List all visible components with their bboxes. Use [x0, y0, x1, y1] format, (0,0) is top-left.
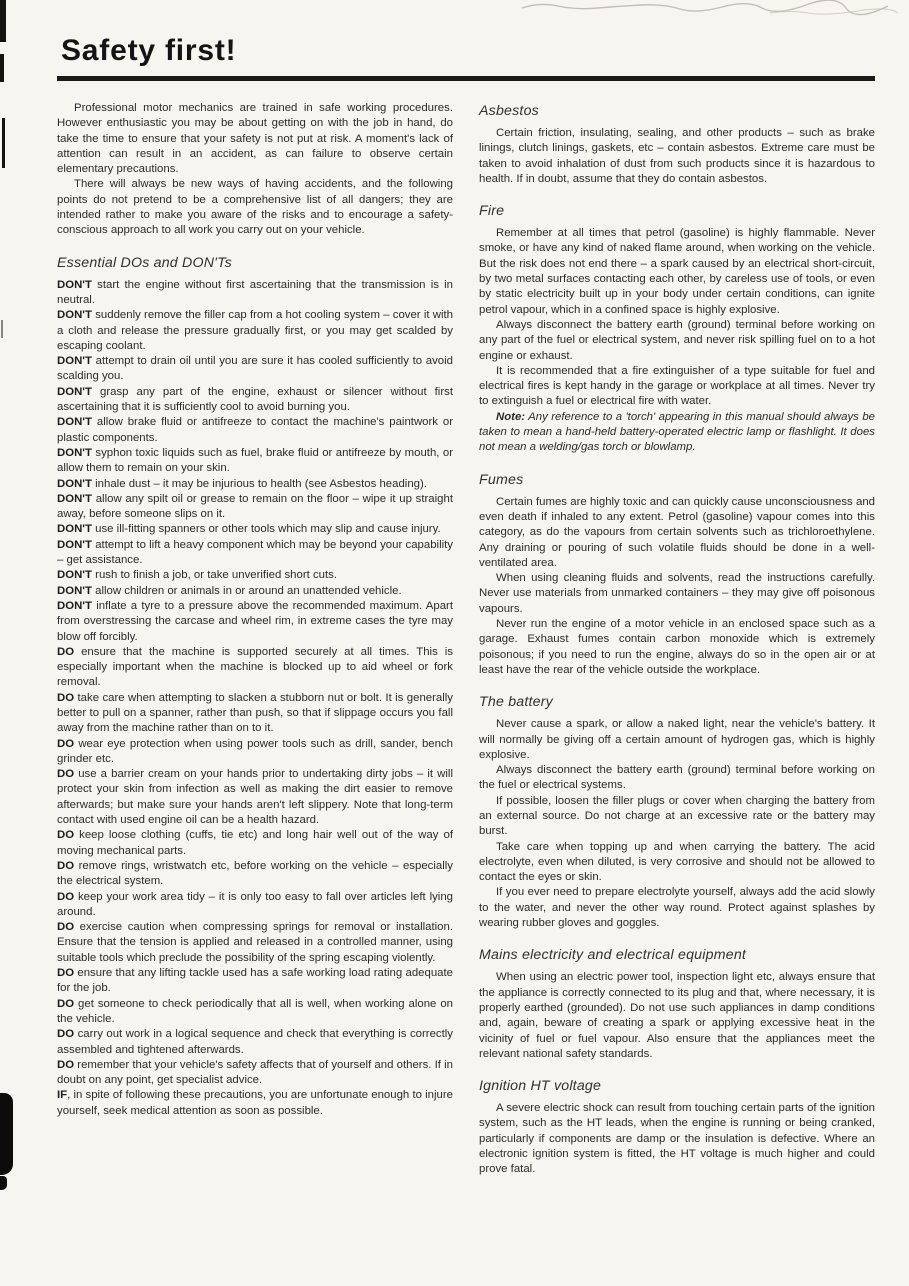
item-lead: DO — [57, 1058, 75, 1071]
section-heading-battery: The battery — [479, 694, 553, 711]
do-item — [57, 691, 453, 737]
scan-ink-blob — [0, 1093, 13, 1175]
pencil-scribble — [520, 0, 900, 18]
item-text: syphon toxic liquids such as fuel, brake fluid or antifreeze by mouth, or allow them to remain on your skin. — [57, 446, 453, 475]
item-lead: DO — [57, 645, 75, 658]
scan-ink-blob — [0, 1176, 7, 1190]
body-paragraph: It is recommended that a fire extinguisher of a type suitable for fuel and electrical fires is kept handy in the garage or workplace at all times. Never try to extinguish a fuel or electrical fire with water. — [479, 364, 875, 408]
page-content — [57, 30, 875, 1178]
section-mains-electricity — [479, 947, 875, 1062]
item-text: inflate a tyre to a pressure above the recommended maximum. Apart from overstressing the carcase and wheel rim, in extreme cases the tyre may blow off forcibly. — [57, 599, 453, 643]
item-text: start the engine without first ascertaining that the transmission is in neutral. — [57, 278, 453, 306]
note-text: Any reference to a 'torch' appearing in this manual should always be taken to mean a hand-held battery-operated electric lamp or flashlight. It does not mean a welding/gas torch or blowlamp. — [479, 410, 875, 454]
item-lead: IF — [57, 1089, 68, 1102]
section-fire — [479, 203, 875, 455]
do-item — [57, 859, 453, 890]
item-lead: DON'T — [57, 569, 92, 582]
body-paragraph: A severe electric shock can result from touching certain parts of the ignition system, such as the HT leads, when the engine is running or being cranked, particularly if components are damp or the insulation is defective. Where an electronic ignition system is fitted, the HT voltage is much higher and could prove fatal. — [479, 1102, 875, 1176]
item-text: wear eye protection when using power tools such as drill, sander, bench grinder etc. — [57, 737, 453, 765]
dont-item — [57, 522, 453, 537]
item-lead: DO — [57, 859, 75, 872]
item-lead: DON'T — [57, 309, 92, 322]
section-fumes — [479, 472, 875, 679]
dont-item — [57, 385, 453, 416]
dont-item — [57, 584, 453, 599]
dont-item — [57, 599, 453, 645]
note-label: Note: — [496, 410, 526, 423]
do-item — [57, 920, 453, 966]
body-paragraph: Remember at all times that petrol (gasoline) is highly flammable. Never smoke, or have any kind of naked flame around, when working on the vehicle. But the risk does not end there – a spark caused by an electrical short-circuit, by two metal surfaces contacting each other, by careless use of tools, or even by static electricity built up in your body under certain conditions, can ignite petrol vapour, which in a confined space is highly explosive. — [479, 227, 875, 316]
body-paragraph: Certain fumes are highly toxic and can quickly cause unconsciousness and even death if inhaled to any extent. Petrol (gasoline) vapour comes into this category, as do the vapours from certain solvents such as trichloroethylene. Any draining or pouring of such volatile fluids should be done in a well-ventilated area. — [479, 495, 875, 569]
body-paragraph: Always disconnect the battery earth (ground) terminal before working on the fuel or electrical systems. — [479, 764, 875, 792]
item-text: attempt to lift a heavy component which may be beyond your capability – get assistance. — [57, 538, 453, 567]
dont-item — [57, 354, 453, 385]
dont-item — [57, 308, 453, 354]
dont-item — [57, 278, 453, 309]
section-heading-essential-dos-donts: Essential DOs and DON'Ts — [57, 254, 232, 271]
item-text: use ill-fitting spanners or other tools which may slip and cause injury. — [91, 523, 441, 536]
item-text: allow children or animals in or around an unattended vehicle. — [91, 584, 402, 597]
do-item — [57, 997, 453, 1028]
item-text: keep loose clothing (cuffs, tie etc) and long hair well out of the way of moving mechanical parts. — [57, 829, 453, 857]
section-heading-ignition-ht-voltage: Ignition HT voltage — [479, 1078, 602, 1095]
intro-paragraph: Professional motor mechanics are trained in safe working procedures. However enthusiastic you may be about getting on with the job in hand, do take the time to ensure that your safety is not put at risk. A moment's lack of attention can result in an accident, as can failure to observe certain elementary precautions. — [57, 102, 453, 176]
scan-edge-mark — [2, 118, 5, 168]
title-rule — [57, 76, 875, 81]
section-ignition-ht-voltage — [479, 1078, 875, 1177]
dont-item — [57, 568, 453, 583]
item-text: keep your work area tidy – it is only too easy to fall over articles left lying around. — [57, 890, 453, 918]
item-lead: DO — [57, 737, 75, 750]
item-lead: DON'T — [57, 385, 92, 398]
section-heading-asbestos: Asbestos — [479, 103, 539, 119]
item-lead: DON'T — [57, 446, 92, 459]
do-item — [57, 966, 453, 997]
item-lead: DO — [57, 829, 75, 842]
scan-edge-mark — [1, 320, 3, 338]
section-heading-fire: Fire — [479, 203, 505, 220]
item-text: allow any spilt oil or grease to remain on the floor – wipe it up straight away, before someone slips on it. — [57, 492, 453, 521]
scan-edge-mark — [0, 0, 6, 42]
item-lead: DO — [57, 967, 75, 980]
section-battery — [479, 694, 875, 931]
do-item — [57, 737, 453, 768]
do-item — [57, 645, 453, 691]
item-text: exercise caution when compressing springs for removal or installation. Ensure that the tension is applied and released in a controlled manner, using suitable tools which preclude the possibility of the spring escaping violently. — [57, 921, 453, 964]
dont-item — [57, 538, 453, 569]
body-paragraph: When using cleaning fluids and solvents, read the instructions carefully. Never use materials from unmarked containers – they may give off poisonous vapours. — [479, 572, 875, 615]
item-text: get someone to check periodically that all is well, when working alone on the vehicle. — [57, 997, 453, 1025]
body-paragraph: Take care when topping up and when carrying the battery. The acid electrolyte, even when diluted, is very corrosive and should not be allowed to contact the eyes or skin. — [479, 840, 875, 884]
item-text: ensure that the machine is supported securely at all times. This is especially important when the machine is blocked up to aid wheel or fork removal. — [57, 645, 453, 689]
two-column-layout — [57, 101, 875, 1178]
body-paragraph: Certain friction, insulating, sealing, and other products – such as brake linings, clutch linings, gaskets, etc – contain asbestos. Extreme care must be taken to avoid inhalation of dust from such products since it is hazardous to health. If in doubt, assume that they do contain asbestos. — [479, 127, 875, 185]
body-paragraph: When using an electric power tool, inspection light etc, always ensure that the appliance is correctly connected to its plug and that, where necessary, it is properly earthed (grounded). Do not use such appliances in damp conditions and, again, beware of creating a spark or applying excessive heat in the vicinity of fuel or fuel vapour. Also ensure that the appliances meet the relevant national safety standards. — [479, 971, 875, 1060]
item-lead: DON'T — [57, 416, 92, 429]
do-item — [57, 767, 453, 828]
do-item — [57, 1027, 453, 1058]
item-lead: DON'T — [57, 523, 92, 536]
section-heading-fumes: Fumes — [479, 471, 524, 488]
item-text: inhale dust – it may be injurious to health (see Asbestos heading). — [91, 477, 427, 490]
item-lead: DO — [57, 890, 75, 903]
left-column — [57, 101, 453, 1178]
item-text: attempt to drain oil until you are sure it has cooled sufficiently to avoid scalding you. — [57, 355, 453, 383]
dont-item — [57, 492, 453, 523]
do-item — [57, 890, 453, 921]
item-lead: DON'T — [57, 599, 92, 612]
item-text: remember that your vehicle's safety affects that of yourself and others. If in doubt on any point, get specialist advice. — [57, 1058, 453, 1087]
item-lead: DO — [57, 768, 75, 781]
scan-edge-mark — [0, 54, 4, 82]
dont-item — [57, 446, 453, 477]
intro-paragraph: There will always be new ways of having accidents, and the following points do not pretend to be a comprehensive list of all dangers; they are intended rather to make you aware of the risks and to encourage a safety-conscious approach to all work you carry out on your vehicle. — [57, 178, 453, 237]
note-paragraph — [479, 410, 875, 456]
page-title: Safety first! — [61, 34, 237, 67]
body-paragraph: Never cause a spark, or allow a naked light, near the vehicle's battery. It will normally be giving off a certain amount of hydrogen gas, which is highly explosive. — [479, 718, 875, 761]
do-item — [57, 1058, 453, 1089]
item-lead: DON'T — [57, 477, 92, 490]
section-heading-mains-electricity: Mains electricity and electrical equipment — [479, 947, 747, 964]
item-text: rush to finish a job, or take unverified short cuts. — [91, 569, 338, 582]
item-lead: DON'T — [57, 584, 92, 597]
if-item — [57, 1088, 453, 1119]
item-lead: DON'T — [57, 538, 92, 551]
item-text: allow brake fluid or antifreeze to contact the machine's paintwork or plastic components. — [57, 416, 453, 444]
body-paragraph: If you ever need to prepare electrolyte yourself, always add the acid slowly to the water, and never the other way round. Protect against splashes by wearing rubber gloves and goggles. — [479, 886, 875, 930]
body-paragraph: Always disconnect the battery earth (ground) terminal before working on any part of the fuel or electrical system, and never risk spilling fuel on to a hot engine or exhaust. — [479, 318, 875, 362]
item-text: remove rings, wristwatch etc, before working on the vehicle – especially the electrical system. — [57, 859, 453, 888]
item-text: , in spite of following these precautions, you are unfortunate enough to injure yourself, seek medical attention as soon as possible. — [57, 1089, 453, 1117]
item-text: use a barrier cream on your hands prior to undertaking dirty jobs – it will protect your skin from infection as well as making the dirt easier to remove afterwards; but make sure your hands aren't left slippery. Note that long-term contact with used engine oil can be a health hazard. — [57, 768, 453, 827]
item-lead: DO — [57, 1028, 75, 1041]
item-text: ensure that any lifting tackle used has a safe working load rating adequate for the job. — [57, 967, 453, 995]
item-lead: DON'T — [57, 355, 92, 368]
item-lead: DON'T — [57, 492, 92, 505]
item-text: take care when attempting to slacken a stubborn nut or bolt. It is generally better to pull on a spanner, rather than push, so that if slippage occurs you fall away from the machine rather than on to it. — [57, 691, 453, 735]
do-item — [57, 828, 453, 859]
item-lead: DON'T — [57, 278, 92, 291]
right-column — [479, 101, 875, 1178]
section-asbestos — [479, 103, 875, 187]
dont-item — [57, 415, 453, 446]
item-text: grasp any part of the engine, exhaust or silencer without first ascertaining that it is sufficiently cool to avoid burning you. — [57, 385, 453, 414]
item-text: suddenly remove the filler cap from a hot cooling system – cover it with a cloth and release the pressure gradually first, or you may get scalded by escaping coolant. — [57, 309, 453, 352]
item-lead: DO — [57, 921, 75, 934]
item-lead: DO — [57, 997, 75, 1010]
body-paragraph: If possible, loosen the filler plugs or cover when charging the battery from an external source. Do not charge at an excessive rate or the battery may burst. — [479, 794, 875, 838]
body-paragraph: Never run the engine of a motor vehicle in an enclosed space such as a garage. Exhaust fumes contain carbon monoxide which is extremely poisonous; if you need to run the engine, always do so in the open air or at least have the rear of the vehicle outside the workplace. — [479, 618, 875, 676]
item-lead: DO — [57, 691, 75, 704]
item-text: carry out work in a logical sequence and check that everything is correctly assembled and tightened afterwards. — [57, 1028, 453, 1056]
dont-item — [57, 477, 453, 492]
